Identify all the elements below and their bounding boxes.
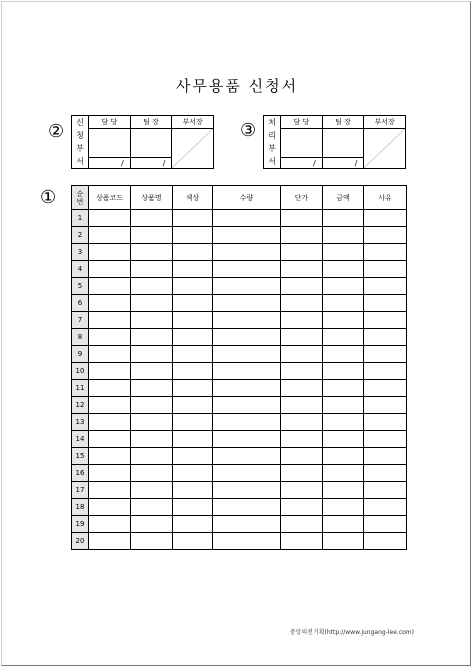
row-number: 18 — [72, 499, 89, 516]
table-cell[interactable] — [131, 244, 173, 261]
table-cell[interactable] — [323, 499, 364, 516]
table-cell[interactable] — [89, 380, 131, 397]
table-cell[interactable] — [173, 533, 213, 550]
table-cell[interactable] — [281, 431, 323, 448]
table-cell[interactable] — [364, 210, 407, 227]
table-row — [72, 244, 407, 261]
row-number: 20 — [72, 533, 89, 550]
table-cell[interactable] — [131, 414, 173, 431]
table-cell[interactable] — [131, 329, 173, 346]
process-sign-team-lead[interactable] — [322, 129, 364, 158]
table-cell[interactable] — [281, 482, 323, 499]
request-date-team-lead: / — [130, 158, 172, 169]
marker-process: ③ — [240, 120, 257, 141]
table-cell[interactable] — [89, 244, 131, 261]
table-cell[interactable] — [323, 261, 364, 278]
table-cell[interactable] — [173, 244, 213, 261]
row-number: 10 — [72, 363, 89, 380]
process-header-team-lead: 팀 장 — [322, 116, 364, 129]
table-row — [72, 516, 407, 533]
table-cell[interactable] — [173, 261, 213, 278]
table-row — [72, 380, 407, 397]
table-cell[interactable] — [213, 465, 281, 482]
table-cell[interactable] — [173, 312, 213, 329]
table-cell[interactable] — [131, 380, 173, 397]
col-header-product-code: 상품코드 — [89, 186, 131, 210]
table-cell[interactable] — [89, 516, 131, 533]
table-cell[interactable] — [213, 431, 281, 448]
table-cell[interactable] — [323, 414, 364, 431]
table-cell[interactable] — [364, 227, 407, 244]
row-number: 5 — [72, 278, 89, 295]
table-cell[interactable] — [281, 227, 323, 244]
table-row — [72, 414, 407, 431]
table-cell[interactable] — [364, 244, 407, 261]
table-cell[interactable] — [281, 414, 323, 431]
request-header-team-lead: 팀 장 — [130, 116, 172, 129]
table-cell[interactable] — [173, 448, 213, 465]
table-cell[interactable] — [89, 363, 131, 380]
process-approval-box — [263, 115, 406, 169]
col-header-quantity: 수량 — [213, 186, 281, 210]
process-date-staff: / — [281, 158, 323, 169]
table-cell[interactable] — [131, 346, 173, 363]
table-cell[interactable] — [323, 363, 364, 380]
table-cell[interactable] — [281, 295, 323, 312]
footer-credit: 중앙의전기획(http://www.jungang-lee.com) — [289, 629, 414, 636]
table-cell[interactable] — [173, 499, 213, 516]
request-sign-dept-head[interactable] — [172, 129, 214, 169]
table-cell[interactable] — [281, 312, 323, 329]
col-header-amount: 금액 — [323, 186, 364, 210]
table-cell[interactable] — [364, 363, 407, 380]
table-cell[interactable] — [131, 312, 173, 329]
table-cell[interactable] — [173, 363, 213, 380]
table-cell[interactable] — [213, 244, 281, 261]
table-cell[interactable] — [281, 210, 323, 227]
table-cell[interactable] — [213, 295, 281, 312]
table-cell[interactable] — [281, 261, 323, 278]
table-cell[interactable] — [323, 210, 364, 227]
table-body — [72, 210, 407, 550]
col-header-number: 순 번 — [72, 186, 89, 210]
table-cell[interactable] — [173, 482, 213, 499]
request-sign-team-lead[interactable] — [130, 129, 172, 158]
request-approval-box — [71, 115, 214, 169]
row-number: 4 — [72, 261, 89, 278]
marker-list: ① — [40, 187, 57, 208]
table-cell[interactable] — [213, 363, 281, 380]
process-header-dept-head: 부서장 — [364, 116, 406, 129]
table-cell[interactable] — [131, 465, 173, 482]
table-cell[interactable] — [131, 227, 173, 244]
table-cell[interactable] — [323, 295, 364, 312]
table-cell[interactable] — [89, 414, 131, 431]
table-row — [72, 431, 407, 448]
table-cell[interactable] — [213, 312, 281, 329]
table-row — [72, 312, 407, 329]
table-cell[interactable] — [364, 346, 407, 363]
col-header-color: 색상 — [173, 186, 213, 210]
table-cell[interactable] — [364, 380, 407, 397]
table-cell[interactable] — [364, 295, 407, 312]
table-cell[interactable] — [173, 380, 213, 397]
row-number: 15 — [72, 448, 89, 465]
table-cell[interactable] — [281, 448, 323, 465]
row-number: 6 — [72, 295, 89, 312]
col-header-reason: 사유 — [364, 186, 407, 210]
table-cell[interactable] — [364, 397, 407, 414]
table-cell[interactable] — [364, 261, 407, 278]
table-cell[interactable] — [131, 278, 173, 295]
table-cell[interactable] — [131, 448, 173, 465]
table-cell[interactable] — [213, 482, 281, 499]
table-cell[interactable] — [323, 431, 364, 448]
table-cell[interactable] — [89, 482, 131, 499]
row-number: 14 — [72, 431, 89, 448]
table-cell[interactable] — [364, 448, 407, 465]
row-number: 17 — [72, 482, 89, 499]
table-cell[interactable] — [281, 397, 323, 414]
table-cell[interactable] — [131, 499, 173, 516]
table-row — [72, 482, 407, 499]
table-cell[interactable] — [281, 244, 323, 261]
table-cell[interactable] — [281, 346, 323, 363]
table-cell[interactable] — [364, 482, 407, 499]
table-cell[interactable] — [213, 533, 281, 550]
table-cell[interactable] — [281, 380, 323, 397]
table-cell[interactable] — [173, 431, 213, 448]
table-cell[interactable] — [364, 516, 407, 533]
table-cell[interactable] — [364, 465, 407, 482]
table-cell[interactable] — [323, 244, 364, 261]
col-header-unit-price: 단가 — [281, 186, 323, 210]
table-cell[interactable] — [364, 414, 407, 431]
row-number: 3 — [72, 244, 89, 261]
table-cell[interactable] — [323, 448, 364, 465]
process-side-label: 처 리 부 서 — [264, 116, 281, 169]
diagonal-line — [364, 129, 405, 168]
table-cell[interactable] — [89, 278, 131, 295]
table-cell[interactable] — [131, 397, 173, 414]
table-cell[interactable] — [323, 346, 364, 363]
table-cell[interactable] — [323, 516, 364, 533]
table-cell[interactable] — [213, 397, 281, 414]
table-cell[interactable] — [89, 346, 131, 363]
table-cell[interactable] — [281, 278, 323, 295]
table-cell[interactable] — [131, 431, 173, 448]
table-cell[interactable] — [131, 295, 173, 312]
table-cell[interactable] — [89, 533, 131, 550]
table-cell[interactable] — [323, 533, 364, 550]
table-cell[interactable] — [213, 516, 281, 533]
table-cell[interactable] — [323, 227, 364, 244]
table-cell[interactable] — [173, 227, 213, 244]
table-cell[interactable] — [281, 516, 323, 533]
row-number: 9 — [72, 346, 89, 363]
diagonal-line — [172, 129, 213, 168]
process-sign-dept-head[interactable] — [364, 129, 406, 169]
table-cell[interactable] — [281, 533, 323, 550]
table-cell[interactable] — [131, 363, 173, 380]
table-cell[interactable] — [89, 295, 131, 312]
request-date-staff: / — [89, 158, 131, 169]
row-number: 12 — [72, 397, 89, 414]
table-cell[interactable] — [89, 312, 131, 329]
table-cell[interactable] — [173, 397, 213, 414]
table-cell[interactable] — [323, 329, 364, 346]
table-cell[interactable] — [89, 261, 131, 278]
row-number: 7 — [72, 312, 89, 329]
table-cell[interactable] — [364, 499, 407, 516]
table-cell[interactable] — [173, 210, 213, 227]
table-cell[interactable] — [89, 465, 131, 482]
table-row — [72, 533, 407, 550]
table-cell[interactable] — [173, 465, 213, 482]
table-cell[interactable] — [323, 312, 364, 329]
table-cell[interactable] — [213, 329, 281, 346]
table-cell[interactable] — [364, 533, 407, 550]
table-cell[interactable] — [364, 431, 407, 448]
table-cell[interactable] — [89, 397, 131, 414]
table-cell[interactable] — [89, 499, 131, 516]
col-header-product-name: 상품명 — [131, 186, 173, 210]
table-row — [72, 346, 407, 363]
table-cell[interactable] — [364, 312, 407, 329]
items-table — [71, 185, 407, 550]
table-cell[interactable] — [281, 499, 323, 516]
row-number: 19 — [72, 516, 89, 533]
table-row — [72, 329, 407, 346]
table-cell[interactable] — [323, 278, 364, 295]
request-header-dept-head: 부서장 — [172, 116, 214, 129]
table-cell[interactable] — [89, 329, 131, 346]
process-sign-staff[interactable] — [281, 129, 323, 158]
table-row — [72, 397, 407, 414]
table-cell[interactable] — [323, 380, 364, 397]
table-cell[interactable] — [364, 329, 407, 346]
page-title: 사무용품 신청서 — [175, 77, 299, 95]
marker-request: ② — [48, 121, 65, 142]
table-cell[interactable] — [213, 346, 281, 363]
table-cell[interactable] — [213, 448, 281, 465]
row-number: 2 — [72, 227, 89, 244]
table-cell[interactable] — [281, 329, 323, 346]
table-cell[interactable] — [131, 516, 173, 533]
process-header-staff: 담 당 — [281, 116, 323, 129]
table-cell[interactable] — [89, 448, 131, 465]
table-cell[interactable] — [131, 533, 173, 550]
table-cell[interactable] — [213, 414, 281, 431]
table-cell[interactable] — [364, 278, 407, 295]
table-cell[interactable] — [89, 431, 131, 448]
table-cell[interactable] — [323, 482, 364, 499]
table-cell[interactable] — [323, 465, 364, 482]
table-cell[interactable] — [173, 278, 213, 295]
table-cell[interactable] — [213, 227, 281, 244]
row-number: 1 — [72, 210, 89, 227]
request-sign-staff[interactable] — [89, 129, 131, 158]
table-cell[interactable] — [213, 499, 281, 516]
table-cell[interactable] — [89, 210, 131, 227]
table-row — [72, 261, 407, 278]
table-row — [72, 278, 407, 295]
row-number: 13 — [72, 414, 89, 431]
table-row — [72, 363, 407, 380]
row-number: 16 — [72, 465, 89, 482]
request-side-label: 신 청 부 서 — [72, 116, 89, 169]
table-cell[interactable] — [131, 261, 173, 278]
table-row — [72, 210, 407, 227]
table-cell[interactable] — [173, 295, 213, 312]
table-cell[interactable] — [89, 227, 131, 244]
table-cell[interactable] — [281, 363, 323, 380]
table-row — [72, 227, 407, 244]
table-cell[interactable] — [213, 261, 281, 278]
table-row — [72, 499, 407, 516]
table-cell[interactable] — [323, 397, 364, 414]
table-header-row — [72, 186, 407, 210]
table-cell[interactable] — [213, 380, 281, 397]
table-row — [72, 465, 407, 482]
process-date-team-lead: / — [322, 158, 364, 169]
request-header-staff: 담 당 — [89, 116, 131, 129]
table-cell[interactable] — [173, 516, 213, 533]
table-cell[interactable] — [213, 278, 281, 295]
table-row — [72, 295, 407, 312]
table-cell[interactable] — [281, 465, 323, 482]
table-cell[interactable] — [173, 414, 213, 431]
table-cell[interactable] — [213, 210, 281, 227]
row-number: 11 — [72, 380, 89, 397]
table-cell[interactable] — [173, 346, 213, 363]
table-cell[interactable] — [131, 482, 173, 499]
table-cell[interactable] — [173, 329, 213, 346]
table-cell[interactable] — [131, 210, 173, 227]
table-row — [72, 448, 407, 465]
row-number: 8 — [72, 329, 89, 346]
